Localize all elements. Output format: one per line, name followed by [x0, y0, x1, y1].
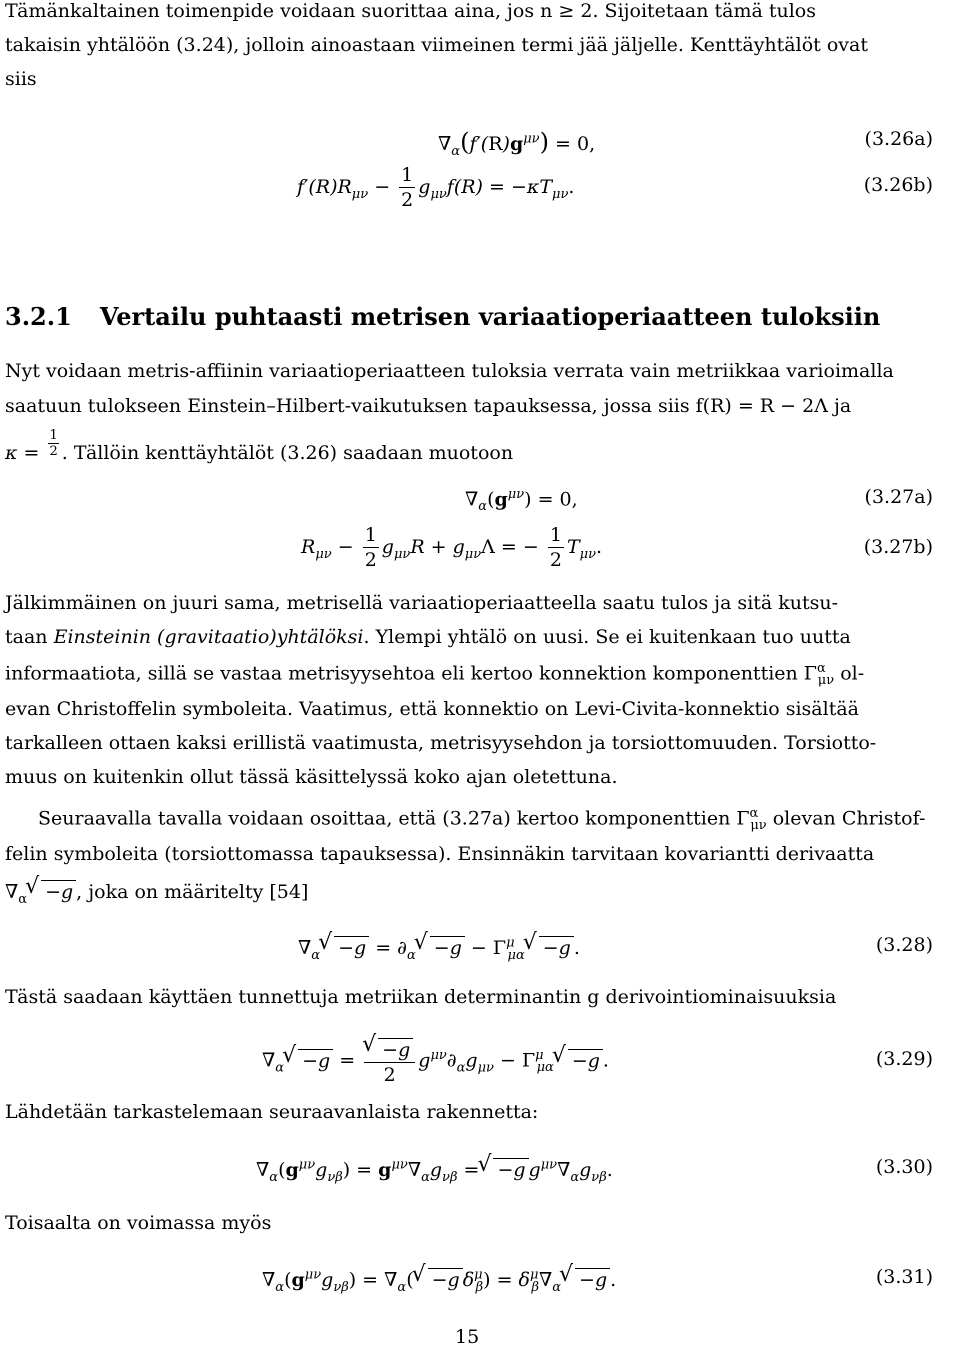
equation-3-27b: $R_{\mu\nu}$ − $\frac{1}{2}$ $g_{\mu\nu}R + g_{\mu\nu}\Lambda$ = − $\frac{1}{2}$ $T_{\mu\nu}$. — [301, 524, 603, 571]
para3-line-1: Seuraavalla tavalla voidaan osoittaa, että (3.27a) kertoo komponenttien $\Gamma^\alpha_{\mu\nu}$ olevan Christof- — [38, 806, 926, 834]
equation-number-3-28: (3.28) — [875, 934, 933, 956]
equation-number-3-29: (3.29) — [875, 1048, 933, 1070]
para2-line-6: muus on kuitenkin ollut tässä käsittelyssä koko ajan oletettuna. — [5, 766, 618, 788]
para1-line-1: Nyt voidaan metris-affiinin variaatioperiaatteen tuloksia verrata vain metriikkaa varioimalla — [5, 360, 894, 382]
para2-line-4: evan Christoffelin symboleita. Vaatimus, että konnektio on Levi-Civita-konnektio sisältää — [5, 698, 859, 720]
equation-number-3-30: (3.30) — [875, 1156, 933, 1178]
para2-line-1: Jälkimmäinen on juuri sama, metrisellä variaatioperiaatteella saatu tulos ja sitä kutsu- — [5, 592, 839, 614]
page-number: 15 — [455, 1326, 480, 1348]
equation-3-31: $\nabla_\alpha(g^{\mu\nu}g_{\nu\beta}) = \nabla_\alpha(√ -g$ $\delta^\mu_\beta) = \delta^\mu_\beta\nabla_\alpha√ -g$ . — [262, 1268, 616, 1294]
intro-line-3: siis — [5, 68, 37, 90]
equation-3-29: $\nabla_\alpha√ -g$ = √ $\frac{-g}{2}$ $g^{\mu\nu}\partial_\alpha g_{\mu\nu} - \Gamma^\mu_{\mu\alpha}√ -g$ . — [262, 1038, 609, 1085]
equation-number-3-26b: (3.26b) — [863, 174, 933, 196]
para1-line-3: κ = $\frac{1}{2}$ . Tällöin kenttäyhtälöt (3.26) saadaan muotoon — [5, 428, 514, 464]
para2-line-3: informaatiota, sillä se vastaa metrisyysehtoa eli kertoo konnektion komponenttien $\Gamma^\alpha_{\mu\nu}$ ol- — [5, 661, 865, 689]
equation-3-26b: $f'(R)R_{\mu\nu}$ − $\frac{1}{2}$ $g_{\mu\nu}f(R) = -\kappa T_{\mu\nu}$. — [297, 164, 575, 211]
emphasis-einstein-equation: Einsteinin (gravitaatio)yhtälöksi — [53, 626, 364, 648]
section-number: 3.2.1 — [5, 302, 72, 331]
intro-line-2: takaisin yhtälöön (3.24), jolloin ainoastaan viimeinen termi jää jäljelle. Kenttäyhtälöt ovat — [5, 34, 868, 56]
equation-3-30: $\nabla_\alpha(g^{\mu\nu}g_{\nu\beta}) = g^{\mu\nu}\nabla_\alpha g_{\nu\beta}$ =√ −g $g^{\mu\nu}\nabla_\alpha g_{\nu\beta}$. — [256, 1158, 613, 1184]
para2-line-5: tarkalleen ottaen kaksi erillistä vaatimusta, metrisyysehdon ja torsiottomuuden. Torsiotto- — [5, 732, 877, 754]
equation-number-3-26a: (3.26a) — [864, 128, 933, 150]
equation-3-27a: $\nabla_\alpha(g^{\mu\nu}) = 0$, — [465, 487, 578, 515]
equation-number-3-27a: (3.27a) — [864, 486, 933, 508]
equation-number-3-31: (3.31) — [875, 1266, 933, 1288]
para5-line: Lähdetään tarkastelemaan seuraavanlaista rakennetta: — [5, 1101, 539, 1123]
para6-line: Toisaalta on voimassa myös — [5, 1212, 272, 1234]
intro-line-1: Tämänkaltainen toimenpide voidaan suorittaa aina, jos n ≥ 2. Sijoitetaan tämä tulos — [5, 0, 816, 22]
section-title: Vertailu puhtaasti metrisen variaatioperiaatteen tuloksiin — [99, 302, 881, 331]
para3-line-2: felin symboleita (torsiottomassa tapauksessa). Ensinnäkin tarvitaan kovariantti derivaatta — [5, 843, 875, 865]
section-heading — [5, 302, 880, 331]
para2-line-2: taan Einsteinin (gravitaatio)yhtälöksi. Ylempi yhtälö on uusi. Se ei kuitenkaan tuo uutta — [5, 626, 851, 648]
para1-line-2: saatuun tulokseen Einstein–Hilbert-vaikutuksen tapauksessa, jossa siis f(R) = R − 2Λ ja — [5, 395, 852, 417]
para3-line-3: $\nabla_\alpha√ -g$ , joka on määritelty [54] — [5, 880, 308, 906]
equation-3-26a: $\nabla_\alpha(f'(R)g^{\mu\nu}) = 0$, — [438, 128, 596, 159]
equation-3-28: $\nabla_\alpha√ -g = \partial_\alpha√ -g - \Gamma^\mu_{\mu\alpha}√ -g$ . — [298, 936, 580, 962]
para4-line: Tästä saadaan käyttäen tunnettuja metriikan determinantin g derivointiominaisuuksia — [5, 986, 837, 1008]
equation-number-3-27b: (3.27b) — [863, 536, 933, 558]
